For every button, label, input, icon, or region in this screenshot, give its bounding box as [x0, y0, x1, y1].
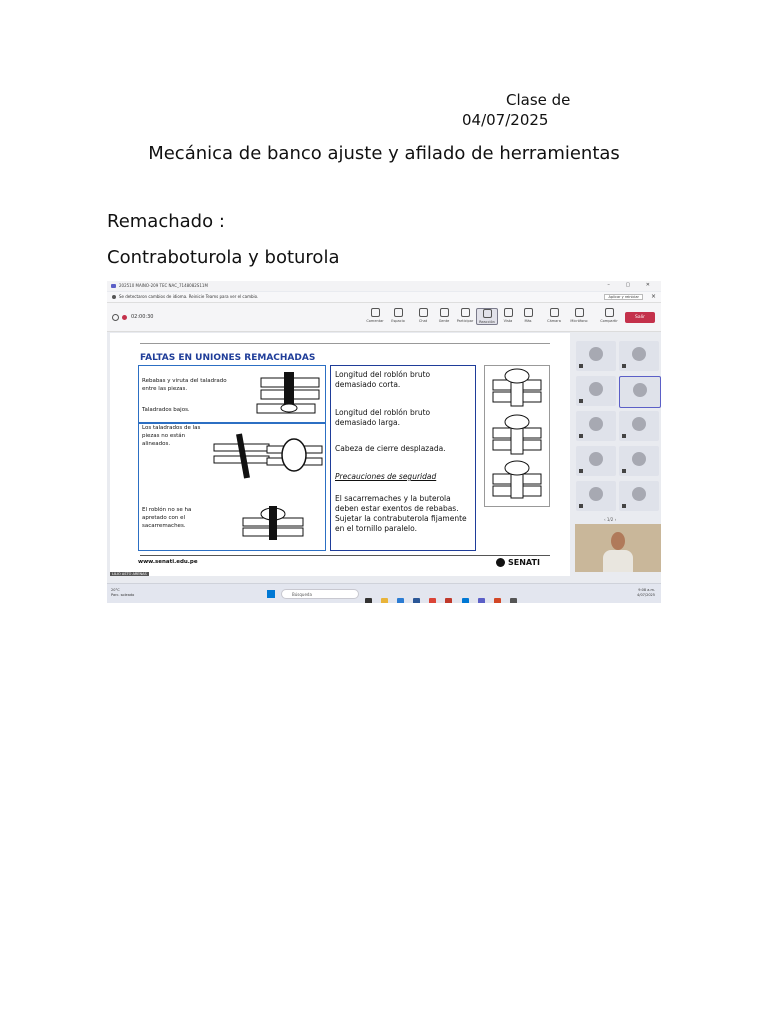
more-icon [524, 308, 533, 317]
weather-widget[interactable] [111, 588, 141, 598]
participant-tile[interactable] [619, 446, 659, 476]
slide-footer-rule [140, 555, 550, 556]
avatar-icon [633, 383, 647, 397]
meeting-toolbar [107, 303, 661, 332]
leave-button[interactable]: Salir [625, 312, 655, 323]
fault-text-4: El roblón no se ha apretado con el sacarremaches. [142, 507, 192, 529]
hand-icon [461, 308, 470, 317]
clock-time: 9:08 a.m. [638, 588, 655, 592]
slide-middle-box [330, 365, 476, 551]
heading-remachado: Remachado : [107, 211, 225, 232]
participant-tile[interactable] [576, 341, 616, 371]
system-tray-clock[interactable] [637, 588, 655, 598]
mic-off-icon [622, 504, 626, 508]
people-icon [440, 308, 449, 317]
date-label: Clase de [506, 91, 571, 109]
participant-tile[interactable] [576, 446, 616, 476]
weather-temp: 20°C [111, 588, 120, 592]
toolbar-raise-hand[interactable]: Participar [455, 308, 475, 323]
teams-screenshot [107, 281, 661, 603]
participant-tile[interactable] [619, 411, 659, 441]
window-title: 202510 MAINO-209 TEC NAC_7148082S11M [119, 283, 208, 288]
close-icon[interactable]: × [650, 293, 656, 300]
window-titlebar [107, 281, 661, 291]
camera-icon [550, 308, 559, 317]
slide-right-drawings [484, 365, 550, 507]
avatar-icon [589, 347, 603, 361]
pdf-icon[interactable] [494, 598, 501, 603]
language-notice-bar [107, 292, 661, 303]
precautions-text: El sacarremaches y la buterola deben estar exentos de rebabas. Sujetar la contrabuterola fijamente en el tornillo paralelo. [335, 494, 467, 533]
participant-gallery [574, 341, 660, 522]
mic-off-icon [579, 399, 583, 403]
slide-top-rule [140, 343, 550, 344]
class-date [462, 90, 570, 130]
teams-icon[interactable] [478, 598, 485, 603]
recording-icon [122, 315, 127, 320]
participant-tile[interactable] [619, 481, 659, 511]
toolbar-people[interactable]: Gente [434, 308, 454, 323]
mic-off-icon [579, 469, 583, 473]
mic-off-icon [622, 434, 626, 438]
chevron-right-icon[interactable]: › [613, 517, 617, 522]
chat-icon [419, 308, 428, 317]
avatar-icon [589, 382, 603, 396]
toolbar-more[interactable]: Más [518, 308, 538, 323]
space-icon [394, 308, 403, 317]
clock-date: 4/07/2025 [637, 593, 655, 597]
slide-url: www.senati.edu.pe [138, 559, 198, 565]
toolbar-mic[interactable]: Micrófono [569, 308, 589, 323]
fault-text-1: Rebabas y viruta del taladrado entre las piezas. [142, 378, 227, 392]
rivet-fault-drawings [139, 366, 325, 550]
person-body [603, 550, 633, 572]
fault-text-3: Los taladrados de las piezas no están alineados. [142, 425, 201, 447]
presenter-name: LILIO ASTO ARENAS [112, 572, 147, 576]
precautions-title: Precauciones de seguridad [335, 472, 437, 481]
share-icon [605, 308, 614, 317]
participant-tile[interactable] [576, 411, 616, 441]
app-icon[interactable] [510, 598, 517, 603]
length-short-text: Longitud del roblón bruto demasiado corta. [335, 370, 431, 389]
mic-off-icon [579, 504, 583, 508]
participant-tile[interactable] [576, 481, 616, 511]
toolbar-share[interactable]: Compartir [599, 308, 619, 323]
toolbar-camera[interactable]: Cámara [544, 308, 564, 323]
windows-start-icon[interactable] [267, 590, 275, 598]
outlook-icon[interactable] [462, 598, 469, 603]
mic-off-icon [579, 434, 583, 438]
document-title: Mecánica de banco ajuste y afilado de herramientas [148, 143, 620, 164]
toolbar-view[interactable]: Vista [498, 308, 518, 323]
avatar-icon [589, 452, 603, 466]
word-icon[interactable] [413, 598, 420, 603]
comment-icon [371, 308, 380, 317]
gallery-pager[interactable]: ‹ 1/2 › [604, 517, 617, 522]
shield-icon [112, 314, 119, 321]
info-icon [112, 295, 116, 299]
rivet-section-drawings [485, 366, 549, 506]
taskbar-apps [365, 590, 521, 603]
head-displaced-text: Cabeza de cierre desplazada. [335, 444, 446, 453]
chrome-icon[interactable] [429, 598, 436, 603]
store-icon[interactable] [397, 598, 404, 603]
app-icon[interactable] [445, 598, 452, 603]
meeting-timer: 02:00:30 [131, 314, 154, 320]
weather-desc: Parc. soleado [111, 593, 135, 597]
smile-icon [483, 309, 492, 318]
teams-logo-icon [111, 284, 116, 288]
folder-icon[interactable] [381, 598, 388, 603]
chevron-left-icon[interactable]: ‹ [604, 517, 607, 522]
participant-tile[interactable] [619, 341, 659, 371]
participant-tile[interactable] [576, 376, 616, 406]
avatar-icon [632, 487, 646, 501]
notice-text: Se detectaron cambios de idioma. Reinicie Teams para ver el cambio. [119, 294, 259, 299]
slide-title: FALTAS EN UNIONES REMACHADAS [140, 353, 316, 363]
windows-taskbar [107, 583, 661, 603]
avatar-icon [589, 487, 603, 501]
toolbar-chat[interactable]: Chat [413, 308, 433, 323]
mic-off-icon [579, 364, 583, 368]
mic-off-icon [622, 469, 626, 473]
taskview-icon[interactable] [365, 598, 372, 603]
date-value: 04/07/2025 [462, 111, 549, 129]
toolbar-react[interactable]: Reacción [476, 308, 498, 325]
apply-restart-button[interactable]: Aplicar y reiniciar [604, 294, 643, 300]
shared-slide [110, 333, 570, 576]
heading-contraboturola: Contraboturola y boturola [107, 247, 340, 268]
fault-text-2: Taladrados bajos. [142, 407, 190, 413]
toolbar-comment[interactable]: Comentar [365, 308, 385, 323]
senati-logo-icon [496, 558, 505, 567]
self-video [575, 524, 661, 572]
mic-off-icon [622, 364, 626, 368]
senati-logo: SENATI [496, 558, 540, 567]
window-controls[interactable]: – ▢ ✕ [607, 282, 657, 288]
taskbar-search[interactable]: Búsqueda [281, 589, 359, 599]
avatar-icon [589, 417, 603, 431]
slide-left-box [138, 365, 326, 551]
person-face [611, 532, 625, 550]
avatar-icon [632, 452, 646, 466]
avatar-icon [632, 347, 646, 361]
toolbar-space[interactable]: Espacio [388, 308, 408, 323]
avatar-icon [632, 417, 646, 431]
mic-icon [575, 308, 584, 317]
length-long-text: Longitud del roblón bruto demasiado larga. [335, 408, 431, 427]
grid-icon [504, 308, 513, 317]
participant-tile-selected[interactable] [619, 376, 661, 408]
